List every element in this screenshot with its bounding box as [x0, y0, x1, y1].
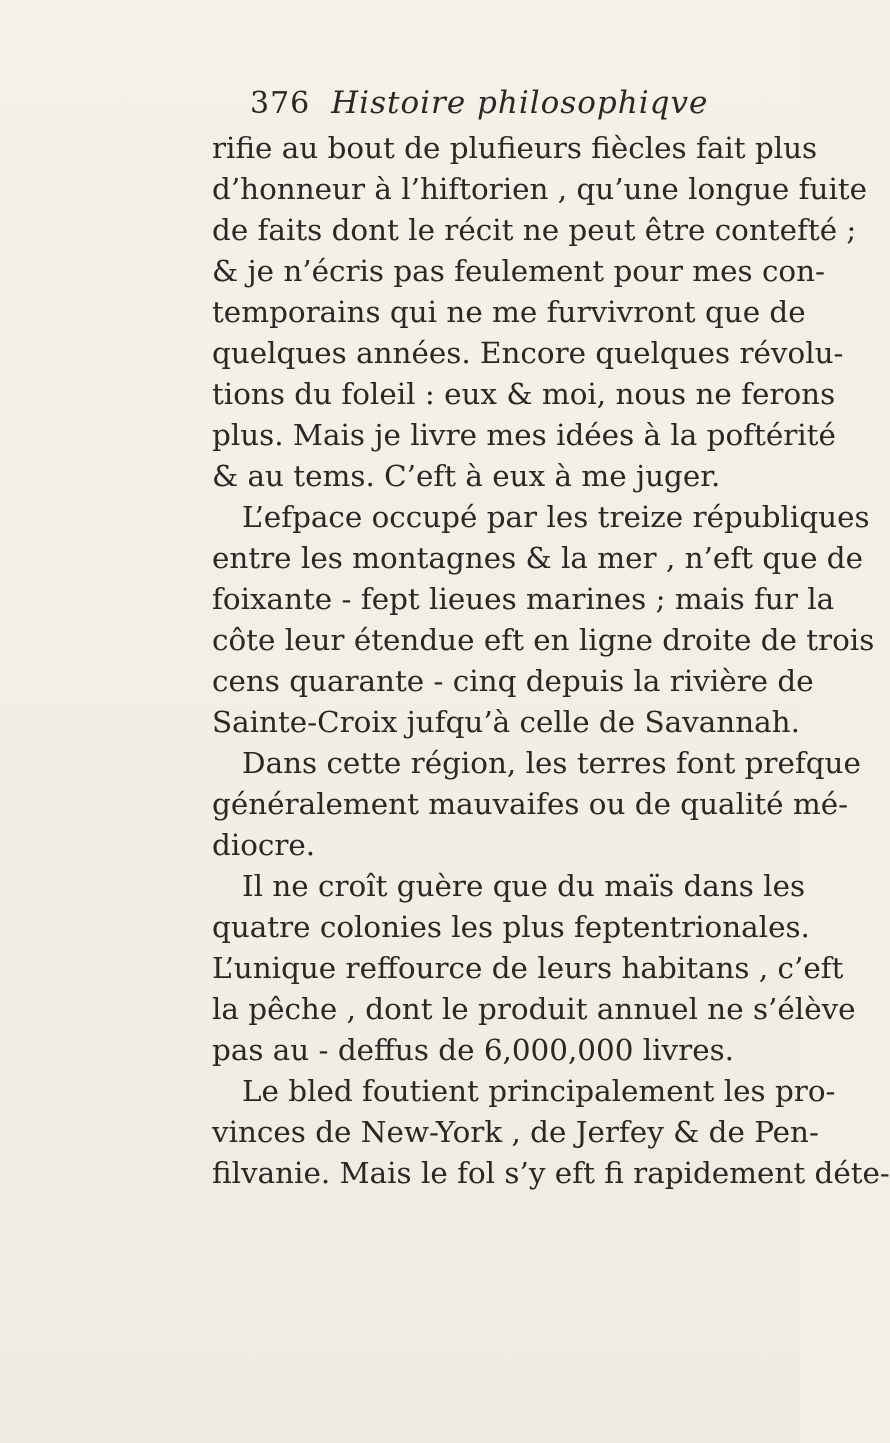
text-line: & au tems. C’eft à eux à me juger.	[212, 459, 721, 493]
text-line: L’efpace occupé par les treize républiques	[242, 500, 870, 534]
text-line: L’unique reffource de leurs habitans , c’eft	[212, 951, 844, 985]
text-line: cens quarante - cinq depuis la rivière de	[212, 664, 814, 698]
text-line: Sainte-Croix jufqu’à celle de Savannah.	[212, 705, 800, 739]
text-line: entre les montagnes & la mer , n’eft que de	[212, 541, 864, 575]
running-header	[250, 78, 720, 128]
text-line: rifie au bout de plufieurs fiècles fait plus	[212, 131, 818, 165]
text-line: généralement mauvaifes ou de qualité mé-	[212, 787, 849, 821]
page-number: 376	[250, 86, 311, 121]
text-line: tions du foleil : eux & moi, nous ne ferons	[212, 377, 836, 411]
text-line: temporains qui ne me furvivront que de	[212, 295, 806, 329]
text-line: de faits dont le récit ne peut être contefté ;	[212, 213, 857, 247]
text-line: la pêche , dont le produit annuel ne s’élève	[212, 992, 856, 1026]
text-line: vinces de New-York , de Jerfey & de Pen-	[212, 1115, 819, 1149]
text-line: Il ne croît guère que du maïs dans les	[242, 869, 806, 903]
text-block	[212, 128, 890, 1194]
text-line: Dans cette région, les terres font prefque	[242, 746, 861, 780]
text-line: foixante - fept lieues marines ; mais fur la	[212, 582, 835, 616]
text-line: pas au - deffus de 6,000,000 livres.	[212, 1033, 735, 1067]
text-line: quatre colonies les plus feptentrionales.	[212, 910, 810, 944]
text-line: filvanie. Mais le fol s’y eft fi rapidement déte-	[212, 1156, 890, 1190]
running-title: Histoire philosophiqve	[331, 85, 709, 121]
text-line: côte leur étendue eft en ligne droite de trois	[212, 623, 875, 657]
text-line: & je n’écris pas feulement pour mes con-	[212, 254, 825, 288]
text-line: plus. Mais je livre mes idées à la poftérité	[212, 418, 836, 452]
text-line: quelques années. Encore quelques révolu-	[212, 336, 844, 370]
text-line: Le bled foutient principalement les pro-	[242, 1074, 836, 1108]
text-line: diocre.	[212, 828, 316, 862]
text-line: d’honneur à l’hiftorien , qu’une longue fuite	[212, 172, 868, 206]
